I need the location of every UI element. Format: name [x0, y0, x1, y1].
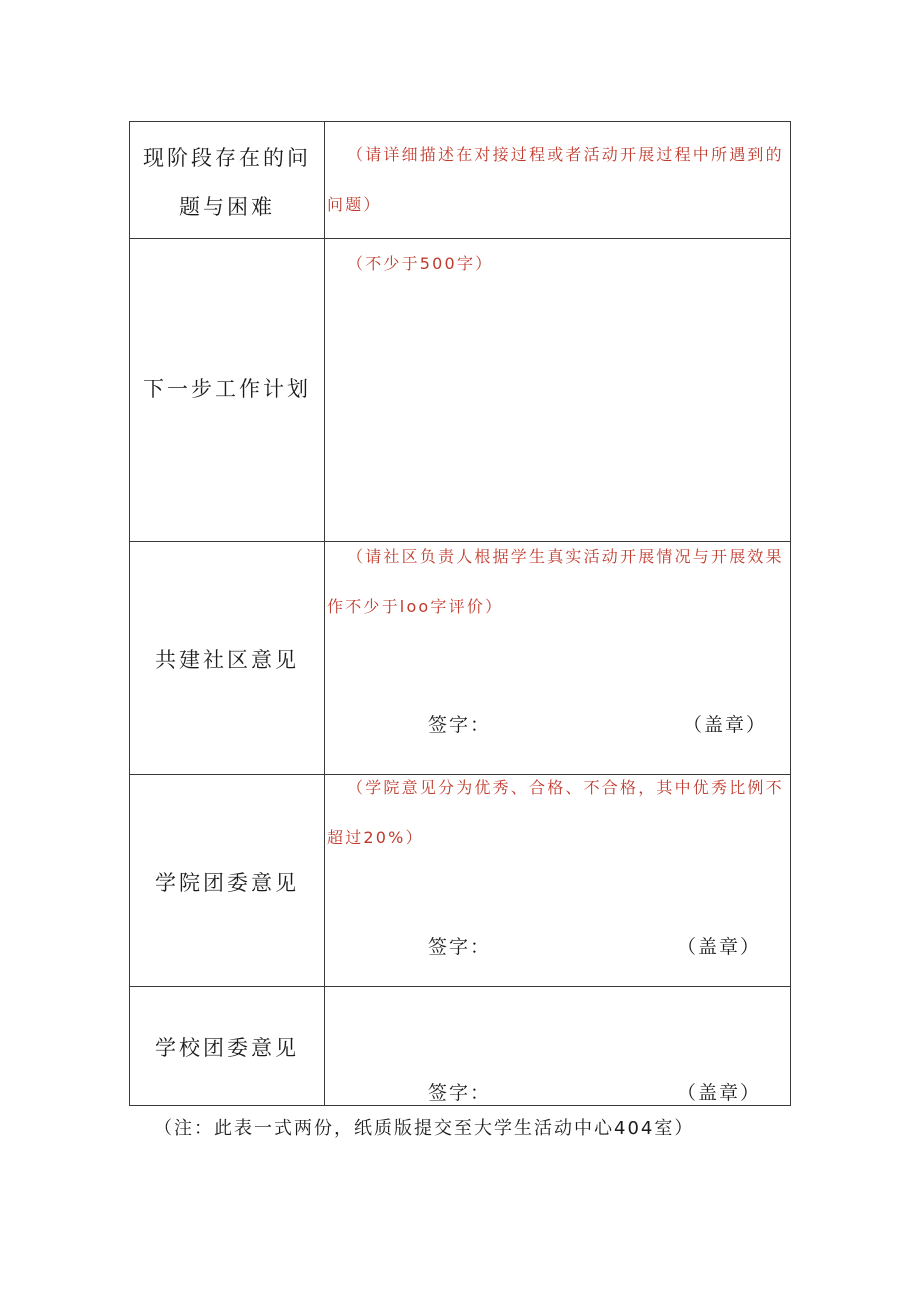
row-community [130, 542, 791, 775]
row-plan [130, 239, 791, 542]
row-college [130, 775, 791, 987]
sign-label-school: 签字： [428, 1082, 492, 1104]
label-cell-community [130, 542, 325, 775]
content-cell-problems[interactable] [325, 122, 791, 239]
hint-community: （请社区负责人根据学生真实活动开展情况与开展效果作不少于loo字评价） [327, 547, 784, 616]
row-problems [130, 122, 791, 239]
hint-plan: （不少于500字） [347, 254, 494, 273]
footnote: （注：此表一式两份，纸质版提交至大学生活动中心404室） [154, 1118, 695, 1139]
hint-college: （学院意见分为优秀、合格、不合格，其中优秀比例不超过20%） [327, 778, 784, 847]
feedback-form-table [129, 121, 791, 1106]
hint-problems: （请详细描述在对接过程或者活动开展过程中所遇到的问题） [327, 145, 784, 214]
sign-label-college: 签字： [428, 936, 492, 958]
label-cell-school [130, 987, 325, 1106]
content-cell-community[interactable] [325, 542, 791, 775]
seal-label-college: （盖章） [677, 936, 762, 958]
row-school [130, 987, 791, 1106]
label-cell-college [130, 775, 325, 987]
content-cell-plan[interactable] [325, 239, 791, 542]
content-cell-college[interactable] [325, 775, 791, 987]
label-plan: 下一步工作计划 [143, 377, 311, 401]
label-cell-plan [130, 239, 325, 542]
label-problems-line1: 现阶段存在的问 [143, 146, 311, 170]
label-community: 共建社区意见 [155, 648, 299, 672]
label-college: 学院团委意见 [155, 871, 299, 895]
label-school: 学校团委意见 [155, 1036, 299, 1060]
content-cell-school[interactable] [325, 987, 791, 1106]
seal-label-community: （盖章） [683, 714, 768, 736]
seal-label-school: （盖章） [677, 1082, 762, 1104]
sign-label-community: 签字： [428, 714, 492, 736]
label-cell-problems [130, 122, 325, 239]
label-problems-line2: 题与困难 [179, 195, 275, 219]
